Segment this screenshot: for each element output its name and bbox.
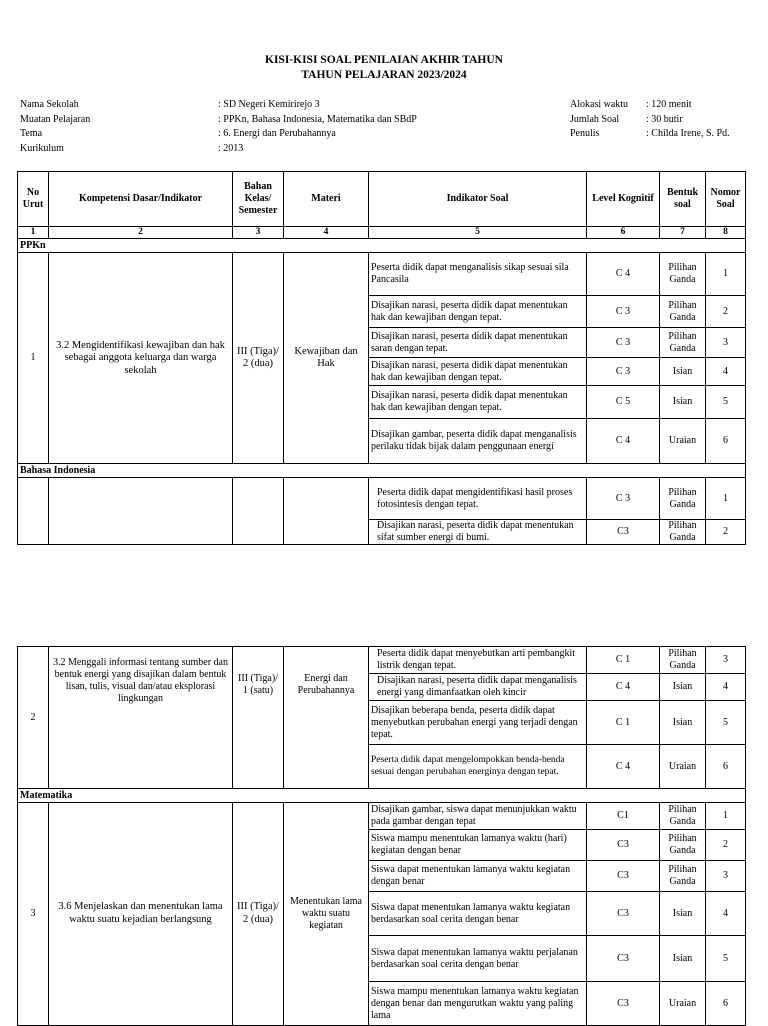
nomor-soal: 5	[706, 386, 746, 419]
column-number: 3	[233, 227, 284, 239]
nomor-soal: 4	[706, 358, 746, 386]
indikator-soal: Siswa dapat menentukan lamanya waktu kegiatan dengan benar	[369, 861, 587, 892]
indikator-soal: Peserta didik dapat mengidentifikasi hasil proses fotosintesis dengan tepat.	[369, 478, 587, 520]
indikator-soal: Siswa dapat menentukan lamanya waktu kegiatan berdasarkan soal cerita dengan benar	[369, 892, 587, 936]
materi: Menentukan lama waktu suatu kegiatan	[284, 803, 369, 1026]
nomor-soal: 2	[706, 296, 746, 328]
kompetensi-dasar: 3.6 Menjelaskan dan menentukan lama waktu suatu kejadian berlangsung	[49, 803, 233, 1026]
section-label: Matematika	[18, 789, 746, 803]
nomor-soal: 4	[706, 674, 746, 701]
indikator-soal: Peserta didik dapat menyebutkan arti pembangkit listrik dengan tepat.	[369, 647, 587, 674]
bentuk-soal: Uraian	[660, 982, 706, 1026]
row-number: 3	[18, 803, 49, 1026]
nomor-soal: 6	[706, 745, 746, 789]
info-label: Tema	[20, 128, 43, 139]
bentuk-soal: Isian	[660, 386, 706, 419]
col-header-level: Level Kognitif	[587, 172, 660, 227]
section-label: PPKn	[18, 239, 746, 253]
level-kognitif: C 3	[587, 296, 660, 328]
level-kognitif: C 1	[587, 647, 660, 674]
column-number: 5	[369, 227, 587, 239]
grid-table-page-2	[17, 646, 746, 1026]
indikator-soal: Peserta didik dapat mengelompokkan benda-benda sesuai dengan perubahan energinya dengan tepat.	[369, 745, 587, 789]
info-value: : 30 butir	[646, 113, 683, 125]
indikator-soal: Disajikan narasi, peserta didik dapat menentukan sifat sumber energi di bumi.	[369, 520, 587, 545]
column-number-row	[18, 227, 746, 239]
level-kognitif: C3	[587, 936, 660, 982]
bentuk-soal: Isian	[660, 358, 706, 386]
level-kognitif: C 3	[587, 328, 660, 358]
nomor-soal: 4	[706, 892, 746, 936]
nomor-soal: 1	[706, 803, 746, 830]
grid-table-page-1	[17, 171, 746, 545]
bentuk-soal: Uraian	[660, 419, 706, 464]
materi: Energi dan Perubahannya	[284, 647, 369, 789]
info-value: : 2013	[218, 142, 244, 154]
info-left-labels	[20, 98, 90, 156]
bahan-kelas: III (Tiga)/ 2 (dua)	[233, 803, 284, 1026]
info-value: : Childa Irene, S. Pd.	[646, 128, 730, 139]
bentuk-soal: Isian	[660, 674, 706, 701]
info-value: : SD Negeri Kemirirejo 3	[218, 99, 320, 110]
level-kognitif: C 4	[587, 253, 660, 296]
nomor-soal: 3	[706, 861, 746, 892]
nomor-soal: 1	[706, 478, 746, 520]
section-label: Bahasa Indonesia	[18, 464, 746, 478]
indikator-soal: Siswa dapat menentukan lamanya waktu perjalanan berdasarkan soal cerita dengan benar	[369, 936, 587, 982]
level-kognitif: C 4	[587, 419, 660, 464]
column-number: 4	[284, 227, 369, 239]
table-row	[18, 803, 746, 830]
nomor-soal: 5	[706, 936, 746, 982]
indikator-soal: Disajikan gambar, siswa dapat menunjukkan waktu pada gambar dengan tepat	[369, 803, 587, 830]
row-number: 2	[18, 647, 49, 789]
info-label: Penulis	[570, 128, 600, 139]
level-kognitif: C3	[587, 830, 660, 861]
kompetensi-dasar: 3.2 Menggali informasi tentang sumber dan bentuk energi yang disajikan dalam bentuk lisan, tulis, visual dan/atau eksplorasi lingkungan	[49, 647, 233, 789]
column-number: 1	[18, 227, 49, 239]
info-label: Jumlah Soal	[570, 113, 620, 125]
indikator-soal: Siswa mampu menentukan lamanya waktu (hari) kegiatan dengan benar	[369, 830, 587, 861]
col-header-kd: Kompetensi Dasar/Indikator	[49, 172, 233, 227]
bahan-kelas: III (Tiga)/ 2 (dua)	[233, 253, 284, 464]
indikator-soal: Disajikan narasi, peserta didik dapat menentukan hak dan kewajiban dengan tepat.	[369, 296, 587, 328]
bentuk-soal: Isian	[660, 892, 706, 936]
bentuk-soal: Pilihan Ganda	[660, 830, 706, 861]
level-kognitif: C3	[587, 982, 660, 1026]
level-kognitif: C3	[587, 861, 660, 892]
row-number: 1	[18, 253, 49, 464]
level-kognitif: C3	[587, 892, 660, 936]
info-value: : PPKn, Bahasa Indonesia, Matematika dan SBdP	[218, 113, 417, 125]
info-left-values	[218, 98, 417, 156]
nomor-soal: 2	[706, 520, 746, 545]
document-subtitle: TAHUN PELAJARAN 2023/2024	[301, 69, 467, 81]
info-label: Kurikulum	[20, 142, 64, 154]
bentuk-soal: Pilihan Ganda	[660, 803, 706, 830]
col-header-bahan: Bahan Kelas/ Semester	[233, 172, 284, 227]
info-label: Alokasi waktu	[570, 99, 629, 110]
indikator-soal: Disajikan gambar, peserta didik dapat menganalisis perilaku tidak bijak dalam penggunaan energi	[369, 419, 587, 464]
col-header-indikator: Indikator Soal	[369, 172, 587, 227]
section-row-matematika	[18, 789, 746, 803]
column-number: 2	[49, 227, 233, 239]
bentuk-soal: Pilihan Ganda	[660, 861, 706, 892]
bentuk-soal: Pilihan Ganda	[660, 478, 706, 520]
bentuk-soal: Pilihan Ganda	[660, 647, 706, 674]
indikator-soal: Disajikan narasi, peserta didik dapat menganalisis energi yang dimanfaatkan oleh kincir	[369, 674, 587, 701]
indikator-soal: Peserta didik dapat menganalisis sikap sesuai sila Pancasila	[369, 253, 587, 296]
level-kognitif: C 5	[587, 386, 660, 419]
level-kognitif: C 3	[587, 478, 660, 520]
table-row	[18, 253, 746, 296]
indikator-soal: Siswa mampu menentukan lamanya waktu kegiatan dengan benar dan mengurutkan waktu yang paling lama	[369, 982, 587, 1026]
table-header-row	[18, 172, 746, 227]
col-header-nomor: Nomor Soal	[706, 172, 746, 227]
level-kognitif: C3	[587, 520, 660, 545]
materi: Kewajiban dan Hak	[284, 253, 369, 464]
bentuk-soal: Pilihan Ganda	[660, 520, 706, 545]
nomor-soal: 3	[706, 647, 746, 674]
table-row	[18, 647, 746, 674]
nomor-soal: 3	[706, 328, 746, 358]
level-kognitif: C 4	[587, 745, 660, 789]
info-right-labels	[570, 98, 628, 142]
bentuk-soal: Pilihan Ganda	[660, 253, 706, 296]
col-header-no: No Urut	[18, 172, 49, 227]
nomor-soal: 6	[706, 419, 746, 464]
level-kognitif: C 3	[587, 358, 660, 386]
level-kognitif: C1	[587, 803, 660, 830]
info-value: : 120 menit	[646, 99, 692, 110]
nomor-soal: 2	[706, 830, 746, 861]
indikator-soal: Disajikan beberapa benda, peserta didik dapat menyebutkan perubahan energi yang terjadi dengan tepat.	[369, 701, 587, 745]
info-value: : 6. Energi dan Perubahannya	[218, 128, 336, 139]
indikator-soal: Disajikan narasi, peserta didik dapat menentukan hak dan kewajiban dengan tepat.	[369, 386, 587, 419]
col-header-bentuk: Bentuk soal	[660, 172, 706, 227]
bentuk-soal: Uraian	[660, 745, 706, 789]
level-kognitif: C 1	[587, 701, 660, 745]
nomor-soal: 1	[706, 253, 746, 296]
indikator-soal: Disajikan narasi, peserta didik dapat menentukan saran dengan tepat.	[369, 328, 587, 358]
indikator-soal: Disajikan narasi, peserta didik dapat menentukan hak dan kewajiban dengan tepat.	[369, 358, 587, 386]
bentuk-soal: Isian	[660, 701, 706, 745]
nomor-soal: 5	[706, 701, 746, 745]
bentuk-soal: Pilihan Ganda	[660, 296, 706, 328]
info-label: Nama Sekolah	[20, 99, 79, 110]
col-header-materi: Materi	[284, 172, 369, 227]
column-number: 8	[706, 227, 746, 239]
section-row-ppkn	[18, 239, 746, 253]
section-row-bahasa-indonesia	[18, 464, 746, 478]
column-number: 6	[587, 227, 660, 239]
info-label: Muatan Pelajaran	[20, 113, 91, 125]
bentuk-soal: Pilihan Ganda	[660, 328, 706, 358]
nomor-soal: 6	[706, 982, 746, 1026]
info-right-values	[646, 98, 730, 142]
column-number: 7	[660, 227, 706, 239]
bentuk-soal: Isian	[660, 936, 706, 982]
bahan-kelas: III (Tiga)/ 1 (satu)	[233, 647, 284, 789]
document-title: KISI-KISI SOAL PENILAIAN AKHIR TAHUN	[265, 54, 503, 66]
kompetensi-dasar: 3.2 Mengidentifikasi kewajiban dan hak sebagai anggota keluarga dan warga sekolah	[49, 253, 233, 464]
table-row	[18, 478, 746, 520]
level-kognitif: C 4	[587, 674, 660, 701]
